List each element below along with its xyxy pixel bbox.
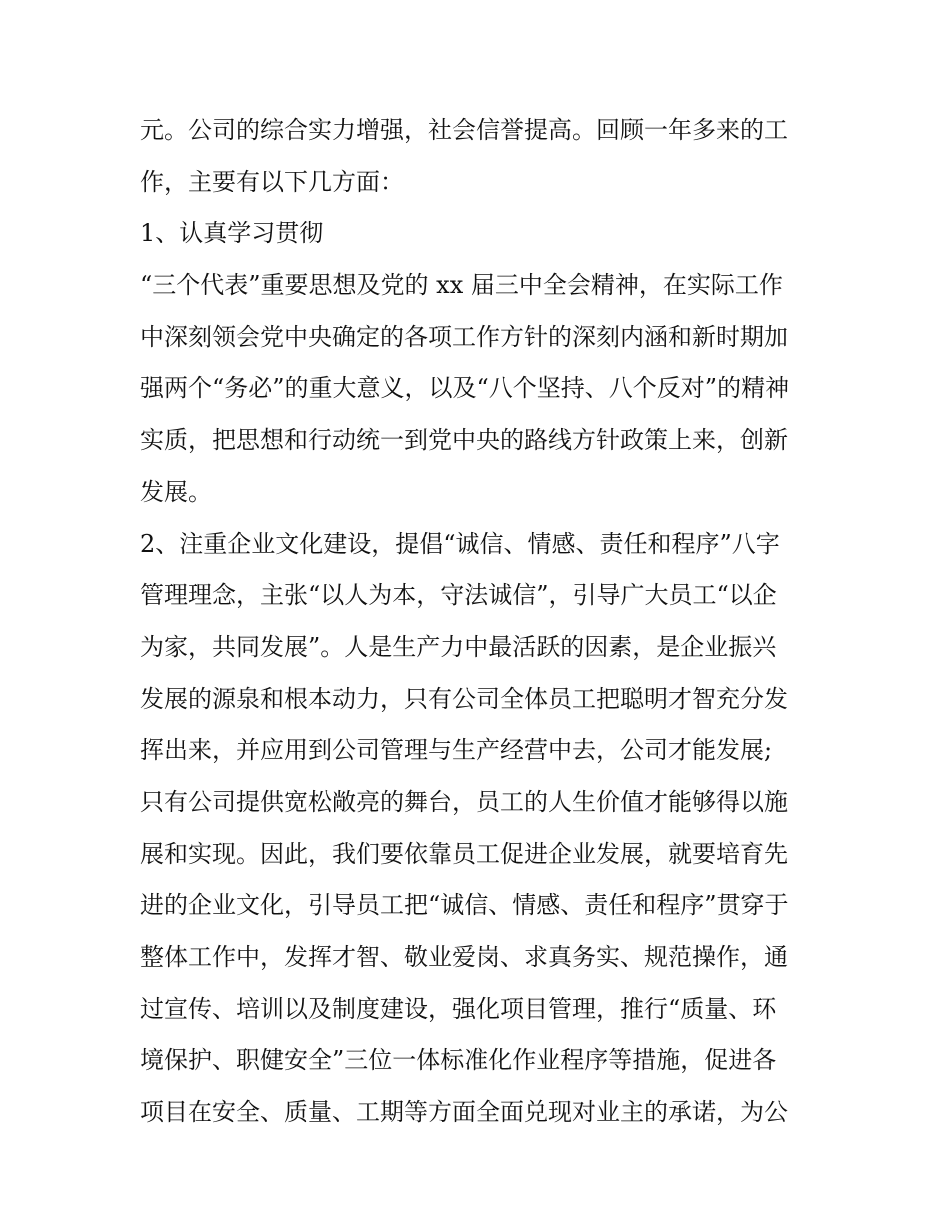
text-line: 境保护、职健安全”三位一体标准化作业程序等措施，促进各 xyxy=(140,1046,777,1075)
text-line: 作，主要有以下几方面： xyxy=(140,167,404,196)
text-line: 展和实现。因此，我们要依靠员工促进企业发展，就要培育先 xyxy=(140,839,788,868)
text-line: 实质，把思想和行动统一到党中央的路线方针政策上来，创新 xyxy=(140,426,788,455)
text-line: 项目在安全、质量、工期等方面全面兑现对业主的承诺，为公 xyxy=(140,1098,788,1127)
text-line: 过宣传、培训以及制度建设，强化项目管理，推行“质量、环 xyxy=(140,994,777,1023)
text-line: 发展的源泉和根本动力，只有公司全体员工把聪明才智充分发 xyxy=(140,684,788,713)
text-line: 整体工作中，发挥才智、敬业爱岗、求真务实、规范操作，通 xyxy=(140,943,788,971)
text-line: 为家，共同发展”。人是生产力中最活跃的因素，是企业振兴 xyxy=(140,632,777,661)
text-line: “三个代表”重要思想及党的 xx 届三中全会精神，在实际工作 xyxy=(140,271,783,300)
text-line: 进的企业文化，引导员工把“诚信、情感、责任和程序”贯穿于 xyxy=(140,891,789,920)
text-line: 中深刻领会党中央确定的各项工作方针的深刻内涵和新时期加 xyxy=(140,322,788,351)
text-line: 挥出来，并应用到公司管理与生产经营中去，公司才能发展; xyxy=(140,736,773,765)
text-line: 强两个“务必”的重大意义，以及“八个坚持、八个反对”的精神 xyxy=(140,374,790,403)
text-line: 管理理念，主张“以人为本，守法诚信”，引导广大员工“以企 xyxy=(140,581,777,610)
text-line: 发展。 xyxy=(140,477,212,506)
text-line: 只有公司提供宽松敞亮的舞台，员工的人生价值才能够得以施 xyxy=(140,787,788,816)
document-body xyxy=(140,105,820,1139)
text-line: 元。公司的综合实力增强，社会信誉提高。回顾一年多来的工 xyxy=(140,116,788,144)
text-line: 2、注重企业文化建设，提倡“诚信、情感、责任和程序”八字 xyxy=(140,529,780,558)
text-line: 1、认真学习贯彻 xyxy=(140,219,324,248)
